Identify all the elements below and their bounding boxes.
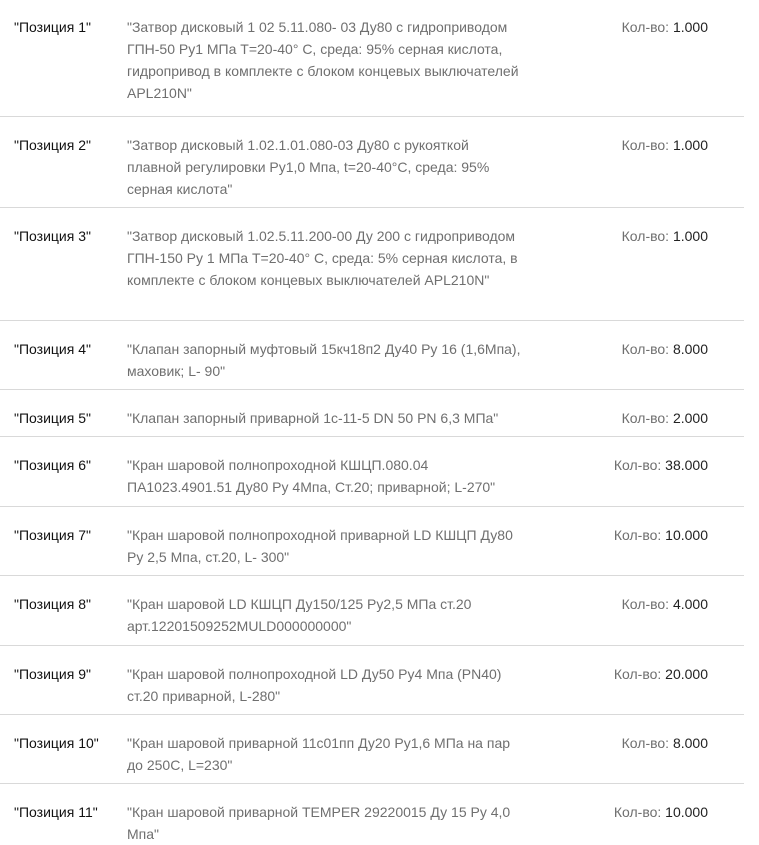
quantity-value: 1.000 <box>672 19 708 35</box>
quantity-label: Кол-во: <box>613 666 662 682</box>
quantity-label: Кол-во: <box>621 228 670 244</box>
quantity <box>522 593 744 615</box>
quantity-label: Кол-во: <box>621 596 670 612</box>
quantity-value: 1.000 <box>672 137 708 153</box>
quantity <box>522 524 744 546</box>
quantity <box>522 454 744 476</box>
list-item <box>0 715 744 784</box>
quantity <box>522 338 744 360</box>
list-item <box>0 646 744 715</box>
quantity-label: Кол-во: <box>613 804 662 820</box>
position-description: "Затвор дисковый 1.02.5.11.200-00 Ду 200 с гидроприводом ГПН-150 Ру 1 МПа Т=20-40° С, среда: 5% серная кислота, в комплекте с блоком концевых выключателей APL210N" <box>127 228 518 288</box>
quantity-label: Кол-во: <box>621 410 670 426</box>
position-description: "Кран шаровой приварной 11с01пп Ду20 Ру1,6 МПа на пар до 250С, L=230" <box>127 735 511 773</box>
quantity-value: 38.000 <box>665 457 708 473</box>
quantity <box>522 732 744 754</box>
quantity <box>522 134 744 156</box>
position-description: "Кран шаровой полнопроходной LD Ду50 Ру4 Мпа (PN40) ст.20 приварной, L-280" <box>127 666 502 704</box>
list-item <box>0 507 744 576</box>
quantity-value: 10.000 <box>665 527 708 543</box>
position-description: "Затвор дисковый 1.02.1.01.080-03 Ду80 с рукояткой плавной регулировки Ру1,0 Мпа, t=20-40°С, среда: 95% серная кислота" <box>127 137 490 197</box>
position-label: "Позиция 3" <box>14 228 91 244</box>
position-label: "Позиция 11" <box>14 804 98 820</box>
quantity <box>522 225 744 247</box>
quantity-value: 2.000 <box>672 410 708 426</box>
quantity-label: Кол-во: <box>613 527 662 543</box>
quantity-value: 8.000 <box>672 735 708 751</box>
quantity <box>522 801 744 823</box>
position-label: "Позиция 4" <box>14 341 91 357</box>
quantity-label: Кол-во: <box>613 457 662 473</box>
quantity <box>522 663 744 685</box>
position-label: "Позиция 10" <box>14 735 99 751</box>
position-label: "Позиция 2" <box>14 137 91 153</box>
list-item <box>0 437 744 507</box>
position-label: "Позиция 8" <box>14 596 91 612</box>
list-item <box>0 784 744 845</box>
quantity-value: 8.000 <box>672 341 708 357</box>
list-item <box>0 390 744 437</box>
list-item <box>0 0 744 117</box>
position-description: "Кран шаровой LD КШЦП Ду150/125 Ру2,5 МПа ст.20 арт.12201509252MULD000000000" <box>127 596 472 634</box>
position-description: "Кран шаровой полнопроходной КШЦП.080.04 ПА1023.4901.51 Ду80 Ру 4Мпа, Ст.20; приварной; L-270" <box>127 457 496 495</box>
quantity-label: Кол-во: <box>621 341 670 357</box>
quantity-value: 4.000 <box>672 596 708 612</box>
list-item <box>0 117 744 208</box>
position-label: "Позиция 6" <box>14 457 91 473</box>
position-description: "Кран шаровой приварной TEMPER 29220015 Ду 15 Ру 4,0 Мпа" <box>127 804 511 842</box>
quantity-value: 20.000 <box>665 666 708 682</box>
position-description: "Клапан запорный приварной 1с-11-5 DN 50 PN 6,3 МПа" <box>127 410 499 426</box>
position-label: "Позиция 7" <box>14 527 91 543</box>
quantity-label: Кол-во: <box>621 735 670 751</box>
position-description: "Клапан запорный муфтовый 15кч18п2 Ду40 Ру 16 (1,6Мпа), маховик; L- 90" <box>127 341 521 379</box>
quantity-value: 1.000 <box>672 228 708 244</box>
list-item <box>0 576 744 646</box>
position-description: "Кран шаровой полнопроходной приварной LD КШЦП Ду80 Ру 2,5 Мпа, ст.20, L- 300" <box>127 527 513 565</box>
position-label: "Позиция 9" <box>14 666 91 682</box>
quantity <box>522 407 744 429</box>
quantity-value: 10.000 <box>665 804 708 820</box>
quantity-label: Кол-во: <box>621 19 670 35</box>
position-label: "Позиция 1" <box>14 19 91 35</box>
position-description: "Затвор дисковый 1 02 5.11.080- 03 Ду80 с гидроприводом ГПН-50 Ру1 МПа Т=20-40° С, среда: 95% серная кислота, гидропривод в комплекте с блоком концевых выключателей APL210N" <box>127 19 519 101</box>
quantity-label: Кол-во: <box>621 137 670 153</box>
list-item <box>0 321 744 390</box>
position-label: "Позиция 5" <box>14 410 91 426</box>
quantity <box>522 16 744 38</box>
list-item <box>0 208 744 321</box>
